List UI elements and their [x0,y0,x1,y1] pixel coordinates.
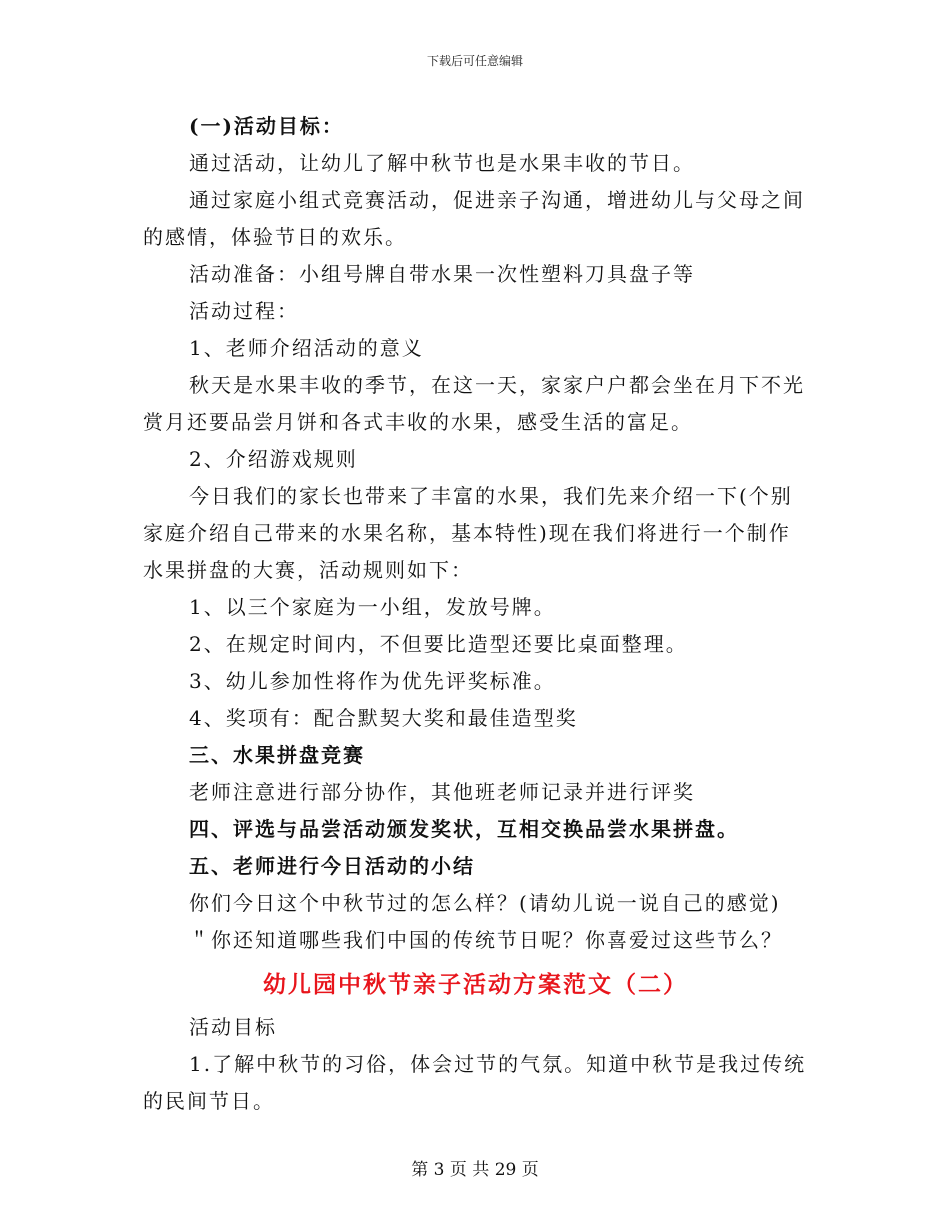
section-heading-objectives: (一)活动目标： [189,114,344,138]
paragraph: 活动过程： [189,299,299,323]
document-body [143,108,808,1120]
section-heading: 五、老师进行今日活动的小结 [189,854,475,878]
paragraph: 你们今日这个中秋节过的怎么样？(请幼儿说一说自己的感觉) [189,891,781,915]
paragraph: 1.了解中秋节的习俗，体会过节的气氛。知道中秋节是我过传统的民间节日。 [143,1052,807,1113]
section-heading: 四、评选与品尝活动颁发奖状，互相交换品尝水果拼盘。 [189,817,739,841]
list-item: 3、幼儿参加性将作为优先评奖标准。 [189,669,556,693]
list-item: 4、奖项有：配合默契大奖和最佳造型奖 [189,706,578,730]
page-header: 下载后可任意编辑 [426,54,523,68]
list-item: 1、老师介绍活动的意义 [189,336,424,360]
list-item: 1、以三个家庭为一小组，发放号牌。 [189,595,556,619]
paragraph: 今日我们的家长也带来了丰富的水果，我们先来介绍一下(个别家庭介绍自己带来的水果名称，基本特性)现在我们将进行一个制作水果拼盘的大赛，活动规则如下： [143,484,793,582]
paragraph: 活动目标 [189,1015,277,1039]
paragraph: 秋天是水果丰收的季节，在这一天，家家户户都会坐在月下不光赏月还要品尝月饼和各式丰收的水果，感受生活的富足。 [143,373,805,434]
paragraph: 通过家庭小组式竞赛活动，促进亲子沟通，增进幼儿与父母之间的感情，体验节日的欢乐。 [143,188,805,249]
list-item: 2、在规定时间内，不但要比造型还要比桌面整理。 [189,632,688,656]
page-footer: 第 3 页 共 29 页 [411,1160,539,1180]
section-title: 幼儿园中秋节亲子活动方案范文（二） [263,971,688,998]
section-heading: 三、水果拼盘竞赛 [189,743,365,767]
paragraph: ＂你还知道哪些我们中国的传统节日呢？你喜爱过这些节么？ [189,928,783,952]
paragraph: 老师注意进行部分协作，其他班老师记录并进行评奖 [189,780,695,804]
paragraph: 活动准备：小组号牌自带水果一次性塑料刀具盘子等 [189,262,695,286]
paragraph: 通过活动，让幼儿了解中秋节也是水果丰收的节日。 [189,151,695,175]
list-item: 2、介绍游戏规则 [189,447,358,471]
